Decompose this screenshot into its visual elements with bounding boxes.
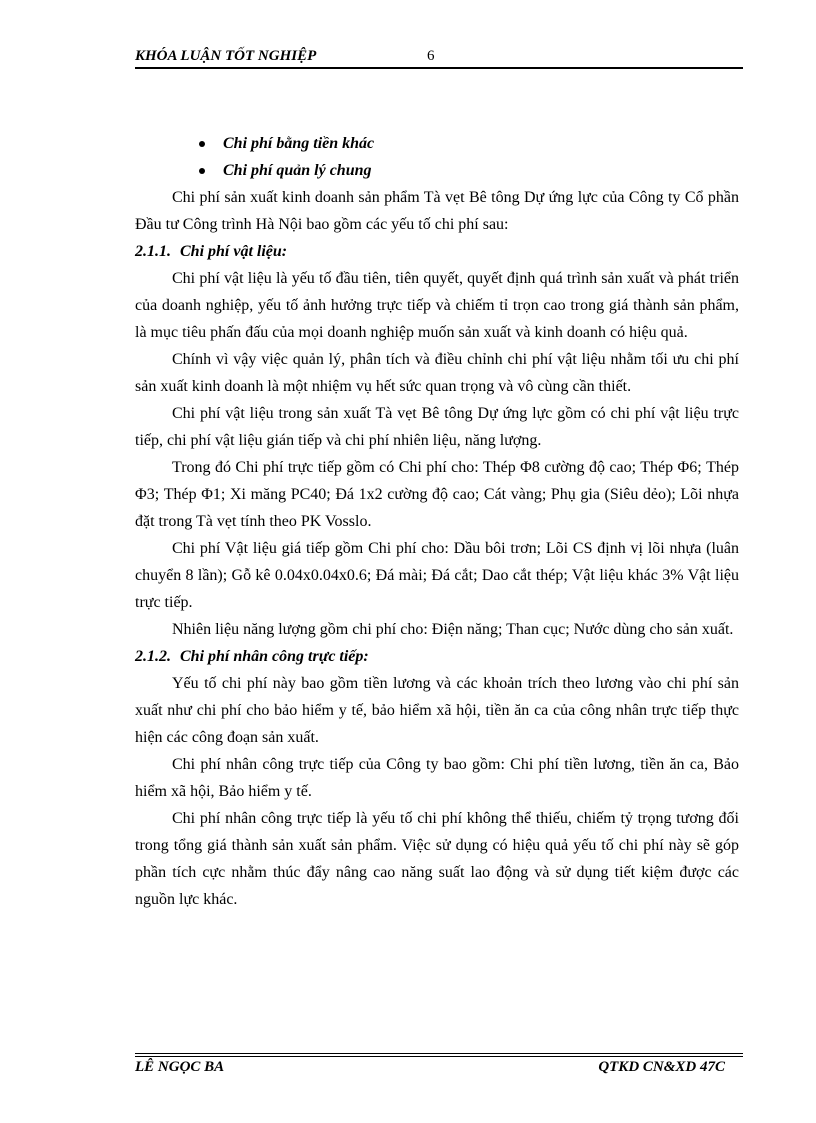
- section-title: Chi phí nhân công trực tiếp:: [180, 648, 369, 665]
- paragraph: Chi phí vật liệu là yếu tố đầu tiên, tiên quyết, quyết định quá trình sản xuất và phát triển của doanh nghiệp, yếu tố ảnh hưởng trực tiếp và chiếm tỉ trọn cao trong giá thành sản phẩm, là mục tiêu phấn đấu của mọi doanh nghiệp muốn sản xuất và kinh doanh có hiệu quả.: [135, 270, 739, 341]
- paragraph: Trong đó Chi phí trực tiếp gồm có Chi phí cho: Thép Φ8 cường độ cao; Thép Φ6; Thép Φ3; Thép Φ1; Xi măng PC40; Đá 1x2 cường độ cao; Cát vàng; Phụ gia (Siêu dẻo); Lõi nhựa đặt trong Tà vẹt tính theo PK Vosslo.: [135, 459, 739, 530]
- paragraph: Yếu tố chi phí này bao gồm tiền lương và các khoản trích theo lương vào chi phí sản xuất như chi phí cho bảo hiểm y tế, bảo hiểm xã hội, tiền ăn ca của công nhân trực tiếp thực hiện các công đoạn sản xuất.: [135, 675, 739, 746]
- section-heading-labor: [135, 643, 739, 670]
- section-number: 2.1.1.: [135, 243, 171, 260]
- document-body: [135, 130, 739, 913]
- header-title: KHÓA LUẬN TỐT NGHIỆP: [135, 48, 317, 64]
- paragraph: Chi phí nhân công trực tiếp là yếu tố chi phí không thể thiếu, chiếm tỷ trọng tương đối trong tổng giá thành sản xuất sản phẩm. Việc sử dụng có hiệu quả yếu tố chi phí này sẽ góp phần tích cực nhằm thúc đẩy nâng cao năng suất lao động và sử dụng tiết kiệm được các nguồn lực khác.: [135, 810, 739, 908]
- page-number: 6: [427, 48, 435, 64]
- bullet-dot-icon: [199, 168, 205, 174]
- bullet-item: [135, 157, 739, 184]
- paragraph: Chi phí nhân công trực tiếp của Công ty bao gồm: Chi phí tiền lương, tiền ăn ca, Bảo hiểm xã hội, Bảo hiểm y tế.: [135, 756, 739, 800]
- header-rule: [135, 67, 743, 69]
- page-footer: [135, 1059, 743, 1079]
- paragraph: Nhiên liệu năng lượng gồm chi phí cho: Điện năng; Than cục; Nước dùng cho sản xuất.: [172, 621, 734, 638]
- bullet-item: [135, 130, 739, 157]
- paragraph: Chi phí Vật liệu giá tiếp gồm Chi phí cho: Dầu bôi trơn; Lõi CS định vị lõi nhựa (luân chuyển 8 lần); Gỗ kê 0.04x0.04x0.6; Đá mài; Đá cắt; Dao cắt thép; Vật liệu khác 3% Vật liệu trực tiếp.: [135, 540, 739, 611]
- bullet-text: Chi phí quản lý chung: [223, 162, 372, 179]
- paragraph: Chi phí vật liệu trong sản xuất Tà vẹt Bê tông Dự ứng lực gồm có chi phí vật liệu trực tiếp, chi phí vật liệu gián tiếp và chi phí nhiên liệu, năng lượng.: [135, 405, 739, 449]
- section-number: 2.1.2.: [135, 648, 171, 665]
- footer-rule: [135, 1053, 743, 1054]
- bullet-text: Chi phí bằng tiền khác: [223, 135, 375, 152]
- footer-rule: [135, 1056, 743, 1057]
- page-header: [135, 48, 743, 68]
- footer-class: QTKD CN&XD 47C: [598, 1059, 725, 1075]
- section-heading-materials: [135, 238, 739, 265]
- bullet-dot-icon: [199, 141, 205, 147]
- section-title: Chi phí vật liệu:: [180, 243, 288, 260]
- footer-author: LÊ NGỌC BA: [135, 1059, 225, 1075]
- intro-paragraph: Chi phí sản xuất kinh doanh sản phẩm Tà vẹt Bê tông Dự ứng lực của Công ty Cổ phần Đầu tư Công trình Hà Nội bao gồm các yếu tố chi phí sau:: [135, 189, 739, 233]
- paragraph: Chính vì vậy việc quản lý, phân tích và điều chỉnh chi phí vật liệu nhằm tối ưu chi phí sản xuất kinh doanh là một nhiệm vụ hết sức quan trọng và vô cùng cần thiết.: [135, 351, 739, 395]
